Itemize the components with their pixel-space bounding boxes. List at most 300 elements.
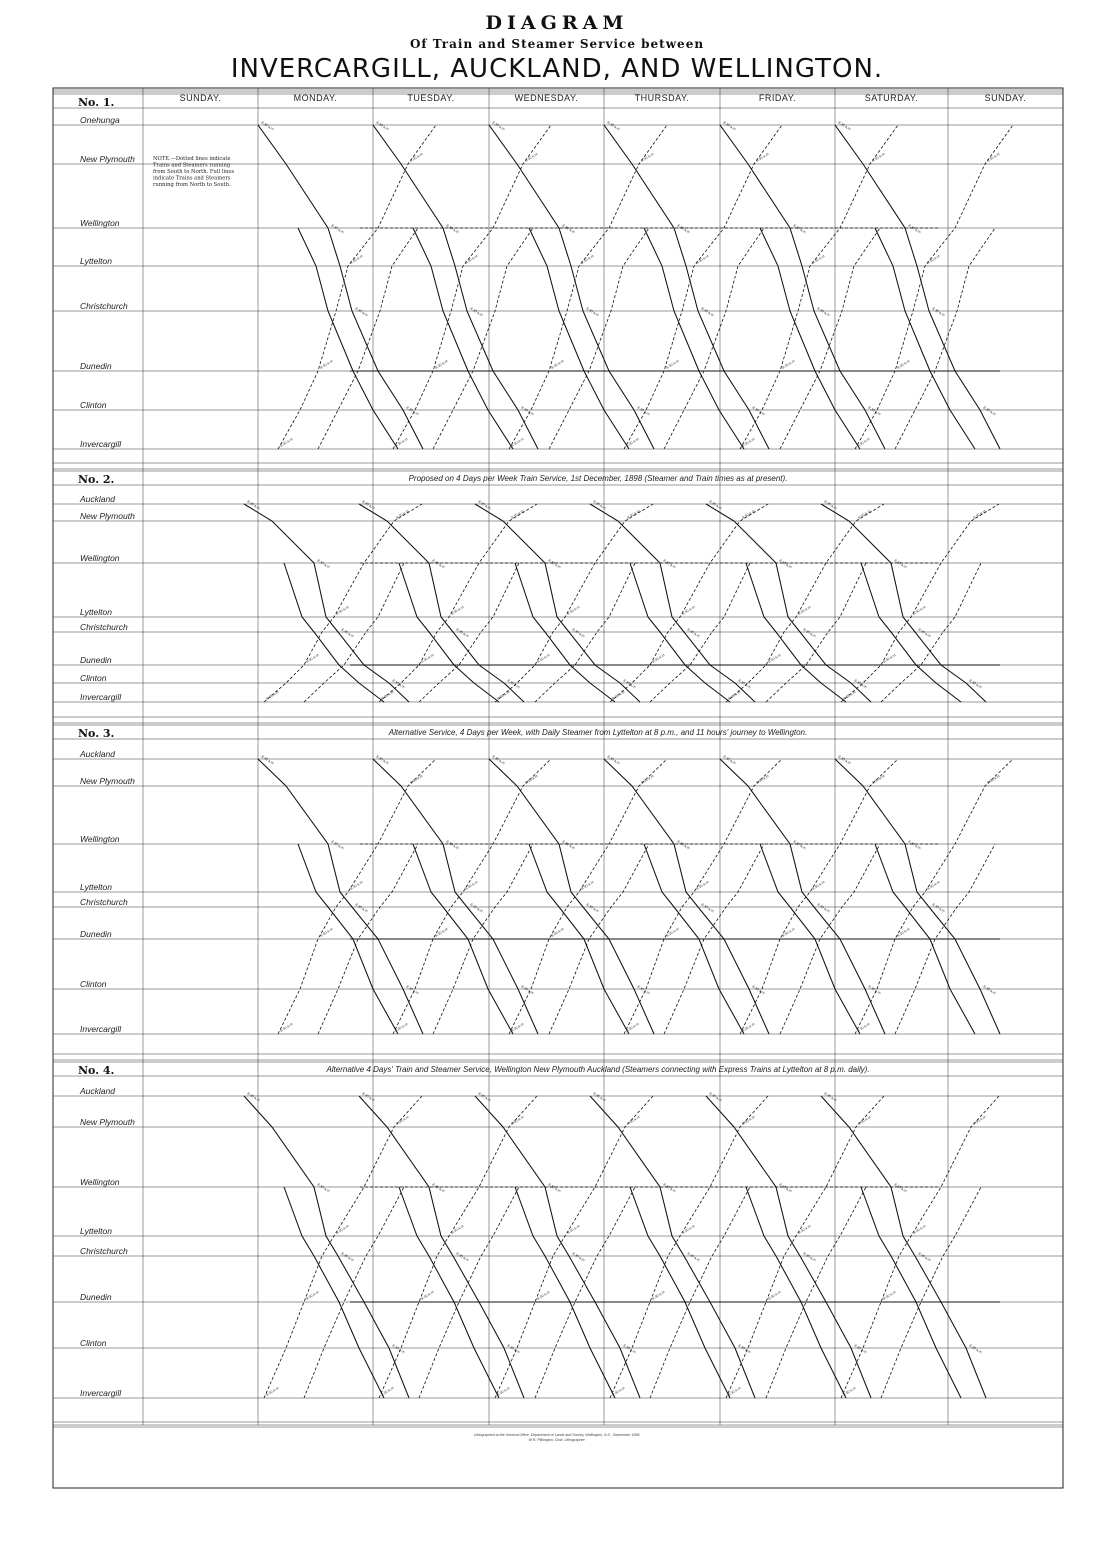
station-label-auckland: Auckland <box>80 494 115 504</box>
time-label: 8.30 a.m <box>907 223 922 235</box>
station-label-clinton: Clinton <box>80 979 107 989</box>
time-label: 8.30 a.m <box>510 1022 525 1033</box>
time-label: 8.30 a.m <box>330 839 345 851</box>
time-label: 8.30 a.m <box>477 499 492 511</box>
station-label-wellington: Wellington <box>80 218 120 228</box>
northbound-service <box>433 228 533 449</box>
time-label: 8.30 a.m <box>431 558 446 570</box>
time-label: 8.30 a.m <box>816 306 831 318</box>
time-label: 8.30 a.m <box>797 605 812 616</box>
diagram-frame <box>53 88 1063 1488</box>
time-label: 8.30 a.m <box>561 223 576 235</box>
time-label: 8.30 a.m <box>547 558 562 570</box>
time-label: 8.30 a.m <box>550 927 565 938</box>
note-line-2: Trains and Steamers running <box>153 162 231 169</box>
time-label: 8.30 a.m <box>405 984 420 996</box>
time-label: 8.30 a.m <box>636 984 651 996</box>
time-label: 8.30 a.m <box>391 1343 406 1355</box>
note-line-4: indicate Trains and Steamers <box>153 175 231 182</box>
time-label: 8.30 a.m <box>751 405 766 417</box>
time-label: 8.30 a.m <box>625 437 640 448</box>
time-label: 8.30 a.m <box>380 1386 395 1397</box>
time-label: 8.30 a.m <box>394 437 409 448</box>
southbound-service <box>706 504 871 702</box>
station-label-new-plymouth: New Plymouth <box>80 511 135 521</box>
panel-number: No. 1. <box>78 96 115 109</box>
time-label: 8.30 a.m <box>420 1290 435 1301</box>
southbound-service <box>475 1096 640 1398</box>
time-label: 8.30 a.m <box>737 1343 752 1355</box>
northbound-service <box>278 125 436 449</box>
northbound-service <box>664 228 764 449</box>
time-label: 8.30 a.m <box>896 927 911 938</box>
time-label: 8.30 a.m <box>882 653 897 664</box>
time-label: 8.30 a.m <box>882 1290 897 1301</box>
time-label: 8.30 a.m <box>695 880 710 891</box>
outer-border <box>53 88 1063 1488</box>
time-label: 8.30 a.m <box>455 627 470 639</box>
southbound-service <box>399 563 499 702</box>
northbound-service <box>318 228 418 449</box>
station-label-wellington: Wellington <box>80 1177 120 1187</box>
time-label: 8.30 a.m <box>536 1290 551 1301</box>
time-label: 8.30 a.m <box>837 754 852 766</box>
station-label-lyttelton: Lyttelton <box>80 607 112 617</box>
time-label: 8.30 a.m <box>585 306 600 318</box>
southbound-service <box>489 759 654 1034</box>
time-label: 8.30 a.m <box>662 1182 677 1194</box>
southbound-service <box>821 504 986 702</box>
time-label: 8.30 a.m <box>409 152 424 163</box>
time-label: 8.30 a.m <box>778 558 793 570</box>
time-label: 8.30 a.m <box>741 437 756 448</box>
time-label: 8.30 a.m <box>708 1091 723 1103</box>
time-label: 8.30 a.m <box>375 120 390 132</box>
station-label-new-plymouth: New Plymouth <box>80 154 135 164</box>
time-label: 8.30 a.m <box>778 1182 793 1194</box>
station-label-clinton: Clinton <box>80 1338 107 1348</box>
footer-line-2: W.R. Pilkington, Govt. Lithographer. <box>528 1438 586 1442</box>
time-label: 8.30 a.m <box>853 1343 868 1355</box>
time-label: 8.30 a.m <box>305 1290 320 1301</box>
time-label: 8.30 a.m <box>335 1224 350 1235</box>
time-label: 8.30 a.m <box>665 927 680 938</box>
legend-note <box>153 156 235 188</box>
time-label: 8.30 a.m <box>561 839 576 851</box>
southbound-service <box>861 1187 961 1398</box>
southbound-service <box>413 228 513 449</box>
station-label-invercargill: Invercargill <box>80 1024 122 1034</box>
station-label-wellington: Wellington <box>80 834 120 844</box>
time-label: 8.30 a.m <box>354 902 369 914</box>
southbound-service <box>875 228 975 449</box>
panel-number: No. 2. <box>78 473 115 486</box>
time-label: 8.30 a.m <box>566 1224 581 1235</box>
station-label-wellington: Wellington <box>80 553 120 563</box>
southbound-service <box>475 504 640 702</box>
time-label: 8.30 a.m <box>434 927 449 938</box>
station-label-christchurch: Christchurch <box>80 897 128 907</box>
time-label: 8.30 a.m <box>986 152 1001 163</box>
northbound-service <box>726 504 884 702</box>
time-label: 8.30 a.m <box>893 558 908 570</box>
time-label: 8.30 a.m <box>755 774 770 785</box>
southbound-service <box>590 1096 755 1398</box>
northbound-service <box>304 1187 404 1398</box>
time-label: 8.30 a.m <box>491 754 506 766</box>
time-label: 8.30 a.m <box>622 678 637 690</box>
time-label: 8.30 a.m <box>550 359 565 370</box>
time-label: 8.30 a.m <box>571 627 586 639</box>
time-label: 8.30 a.m <box>811 254 826 265</box>
station-label-invercargill: Invercargill <box>80 1388 122 1398</box>
time-label: 8.30 a.m <box>972 509 987 520</box>
time-label: 8.30 a.m <box>626 509 641 520</box>
time-label: 8.30 a.m <box>349 880 364 891</box>
southbound-service <box>373 759 538 1034</box>
time-label: 8.30 a.m <box>681 605 696 616</box>
time-label: 8.30 a.m <box>469 902 484 914</box>
time-label: 8.30 a.m <box>260 120 275 132</box>
time-label: 8.30 a.m <box>867 405 882 417</box>
northbound-service <box>393 125 551 449</box>
time-label: 8.30 a.m <box>510 509 525 520</box>
time-label: 8.30 a.m <box>354 306 369 318</box>
time-label: 8.30 a.m <box>626 1115 641 1126</box>
time-label: 8.30 a.m <box>606 754 621 766</box>
southbound-service <box>630 563 730 702</box>
time-label: 8.30 a.m <box>580 254 595 265</box>
time-label: 8.30 a.m <box>340 627 355 639</box>
time-label: 8.30 a.m <box>477 1091 492 1103</box>
southbound-service <box>746 563 846 702</box>
southbound-service <box>835 125 1000 449</box>
time-label: 8.30 a.m <box>625 1022 640 1033</box>
time-label: 8.30 a.m <box>871 774 886 785</box>
time-label: 8.30 a.m <box>636 405 651 417</box>
day-label-8: SUNDAY. <box>984 93 1027 103</box>
time-label: 8.30 a.m <box>524 774 539 785</box>
time-label: 8.30 a.m <box>857 509 872 520</box>
northbound-service <box>895 228 995 449</box>
time-label: 8.30 a.m <box>547 1182 562 1194</box>
southbound-service <box>359 1096 524 1398</box>
southbound-service <box>760 228 860 449</box>
note-line-5: running from North to South. <box>153 182 231 188</box>
time-label: 8.30 a.m <box>496 1386 511 1397</box>
time-label: 8.30 a.m <box>907 839 922 851</box>
northbound-service <box>855 125 1013 449</box>
time-label: 8.30 a.m <box>686 1251 701 1263</box>
southbound-service <box>244 1096 409 1398</box>
station-label-new-plymouth: New Plymouth <box>80 1117 135 1127</box>
time-label: 8.30 a.m <box>340 1251 355 1263</box>
time-label: 8.30 a.m <box>405 405 420 417</box>
time-label: 8.30 a.m <box>450 605 465 616</box>
station-label-new-plymouth: New Plymouth <box>80 776 135 786</box>
time-label: 8.30 a.m <box>246 1091 261 1103</box>
northbound-service <box>549 228 649 449</box>
time-label: 8.30 a.m <box>380 690 395 701</box>
time-label: 8.30 a.m <box>931 902 946 914</box>
time-label: 8.30 a.m <box>681 1224 696 1235</box>
time-label: 8.30 a.m <box>926 254 941 265</box>
time-label: 8.30 a.m <box>520 984 535 996</box>
diagram-subtitle: Of Train and Steamer Service between <box>409 37 705 51</box>
time-label: 8.30 a.m <box>741 1022 756 1033</box>
southbound-service <box>604 759 769 1034</box>
time-label: 8.30 a.m <box>335 605 350 616</box>
time-label: 8.30 a.m <box>319 927 334 938</box>
time-label: 8.30 a.m <box>755 152 770 163</box>
northbound-service <box>264 504 422 702</box>
southbound-service <box>258 759 423 1034</box>
northbound-service <box>419 1187 519 1398</box>
station-label-lyttelton: Lyttelton <box>80 1226 112 1236</box>
time-label: 8.30 a.m <box>741 509 756 520</box>
time-label: 8.30 a.m <box>592 499 607 511</box>
time-label: 8.30 a.m <box>917 1251 932 1263</box>
time-label: 8.30 a.m <box>741 1115 756 1126</box>
northbound-service <box>495 504 653 702</box>
time-label: 8.30 a.m <box>506 1343 521 1355</box>
station-label-auckland: Auckland <box>80 1086 115 1096</box>
time-label: 8.30 a.m <box>727 690 742 701</box>
northbound-service <box>881 1187 981 1398</box>
day-label-3: TUESDAY. <box>407 93 455 103</box>
time-label: 8.30 a.m <box>700 902 715 914</box>
southbound-service <box>720 125 885 449</box>
time-label: 8.30 a.m <box>767 1290 782 1301</box>
time-label: 8.30 a.m <box>867 984 882 996</box>
station-label-dunedin: Dunedin <box>80 361 112 371</box>
southbound-service <box>720 759 885 1034</box>
time-label: 8.30 a.m <box>695 254 710 265</box>
time-label: 8.30 a.m <box>823 1091 838 1103</box>
time-label: 8.30 a.m <box>585 902 600 914</box>
northbound-service <box>509 125 667 449</box>
time-label: 8.30 a.m <box>640 774 655 785</box>
time-label: 8.30 a.m <box>893 1182 908 1194</box>
southbound-service <box>515 563 615 702</box>
time-label: 8.30 a.m <box>896 359 911 370</box>
time-label: 8.30 a.m <box>520 405 535 417</box>
service-panels <box>53 92 1063 1422</box>
time-label: 8.30 a.m <box>722 754 737 766</box>
time-label: 8.30 a.m <box>316 1182 331 1194</box>
station-label-lyttelton: Lyttelton <box>80 882 112 892</box>
time-label: 8.30 a.m <box>662 558 677 570</box>
time-label: 8.30 a.m <box>797 1224 812 1235</box>
southbound-service <box>298 228 398 449</box>
station-label-clinton: Clinton <box>80 400 107 410</box>
time-label: 8.30 a.m <box>611 690 626 701</box>
northbound-service <box>624 125 782 449</box>
time-label: 8.30 a.m <box>767 653 782 664</box>
southbound-service <box>861 563 961 702</box>
time-label: 8.30 a.m <box>686 627 701 639</box>
time-label: 8.30 a.m <box>445 839 460 851</box>
station-label-dunedin: Dunedin <box>80 929 112 939</box>
time-label: 8.30 a.m <box>434 359 449 370</box>
time-label: 8.30 a.m <box>802 627 817 639</box>
time-label: 8.30 a.m <box>926 880 941 891</box>
time-label: 8.30 a.m <box>496 690 511 701</box>
time-label: 8.30 a.m <box>665 359 680 370</box>
time-label: 8.30 a.m <box>968 1343 983 1355</box>
station-label-onehunga: Onehunga <box>80 115 120 125</box>
station-label-invercargill: Invercargill <box>80 692 122 702</box>
time-label: 8.30 a.m <box>305 653 320 664</box>
time-label: 8.30 a.m <box>536 653 551 664</box>
northbound-service <box>650 1187 750 1398</box>
station-label-invercargill: Invercargill <box>80 439 122 449</box>
time-label: 8.30 a.m <box>727 1386 742 1397</box>
time-label: 8.30 a.m <box>986 774 1001 785</box>
time-label: 8.30 a.m <box>722 120 737 132</box>
station-label-christchurch: Christchurch <box>80 301 128 311</box>
time-label: 8.30 a.m <box>395 509 410 520</box>
station-label-auckland: Auckland <box>80 749 115 759</box>
time-label: 8.30 a.m <box>571 1251 586 1263</box>
time-label: 8.30 a.m <box>409 774 424 785</box>
lithographer-footer <box>53 1425 1063 1442</box>
southbound-service <box>604 125 769 449</box>
panel-4 <box>53 1060 1063 1422</box>
time-label: 8.30 a.m <box>917 627 932 639</box>
time-label: 8.30 a.m <box>811 880 826 891</box>
time-label: 8.30 a.m <box>566 605 581 616</box>
time-label: 8.30 a.m <box>856 437 871 448</box>
southbound-service <box>489 125 654 449</box>
southbound-service <box>821 1096 986 1398</box>
time-label: 8.30 a.m <box>316 558 331 570</box>
time-label: 8.30 a.m <box>931 306 946 318</box>
day-label-6: FRIDAY. <box>758 93 797 103</box>
time-label: 8.30 a.m <box>510 437 525 448</box>
southbound-service <box>644 228 744 449</box>
time-label: 8.30 a.m <box>265 1386 280 1397</box>
southbound-service <box>835 759 1000 1034</box>
time-label: 8.30 a.m <box>972 1115 987 1126</box>
time-label: 8.30 a.m <box>464 880 479 891</box>
time-label: 8.30 a.m <box>279 437 294 448</box>
day-header-row <box>180 93 1027 103</box>
panel-caption: Alternative 4 Days' Train and Steamer Service, Wellington New Plymouth Auckland (Steamers connecting with Express Trains at Lyttelton at 8 p.m. daily). <box>326 1065 870 1074</box>
time-label: 8.30 a.m <box>837 120 852 132</box>
time-label: 8.30 a.m <box>871 152 886 163</box>
time-label: 8.30 a.m <box>455 1251 470 1263</box>
time-label: 8.30 a.m <box>853 678 868 690</box>
time-label: 8.30 a.m <box>802 1251 817 1263</box>
time-label: 8.30 a.m <box>857 1115 872 1126</box>
time-label: 8.30 a.m <box>330 223 345 235</box>
station-label-christchurch: Christchurch <box>80 1246 128 1256</box>
note-line-1: NOTE.—Dotted lines indicate <box>153 156 231 162</box>
time-label: 8.30 a.m <box>361 499 376 511</box>
diagram-route-title: INVERCARGILL, AUCKLAND, AND WELLINGTON. <box>230 54 884 84</box>
time-label: 8.30 a.m <box>651 1290 666 1301</box>
time-label: 8.30 a.m <box>375 754 390 766</box>
northbound-service <box>841 504 999 702</box>
time-label: 8.30 a.m <box>781 927 796 938</box>
time-label: 8.30 a.m <box>700 306 715 318</box>
station-label-dunedin: Dunedin <box>80 655 112 665</box>
time-label: 8.30 a.m <box>394 1022 409 1033</box>
day-label-2: MONDAY. <box>293 93 338 103</box>
day-label-1: SUNDAY. <box>179 93 222 103</box>
panel-3 <box>53 723 1063 1054</box>
time-label: 8.30 a.m <box>968 678 983 690</box>
time-label: 8.30 a.m <box>816 902 831 914</box>
time-label: 8.30 a.m <box>606 120 621 132</box>
southbound-service <box>399 1187 499 1398</box>
time-label: 8.30 a.m <box>349 254 364 265</box>
northbound-service <box>535 1187 635 1398</box>
southbound-service <box>590 504 755 702</box>
southbound-service <box>359 504 524 702</box>
service-lines <box>244 499 1000 702</box>
time-label: 8.30 a.m <box>361 1091 376 1103</box>
time-label: 8.30 a.m <box>592 1091 607 1103</box>
service-lines <box>258 120 1013 449</box>
station-label-clinton: Clinton <box>80 673 107 683</box>
time-label: 8.30 a.m <box>912 605 927 616</box>
time-label: 8.30 a.m <box>676 223 691 235</box>
time-label: 8.30 a.m <box>842 1386 857 1397</box>
southbound-service <box>284 563 384 702</box>
time-label: 8.30 a.m <box>781 359 796 370</box>
diagram-title: DIAGRAM <box>485 12 629 34</box>
southbound-service <box>746 1187 846 1398</box>
southbound-service <box>630 1187 730 1398</box>
time-label: 8.30 a.m <box>524 152 539 163</box>
time-label: 8.30 a.m <box>260 754 275 766</box>
station-label-christchurch: Christchurch <box>80 622 128 632</box>
time-label: 8.30 a.m <box>982 984 997 996</box>
service-lines <box>244 1091 1000 1398</box>
service-lines <box>258 754 1013 1034</box>
time-label: 8.30 a.m <box>792 223 807 235</box>
panel-2 <box>53 469 1063 717</box>
time-label: 8.30 a.m <box>265 690 280 701</box>
day-label-5: THURSDAY. <box>634 93 690 103</box>
footer-line-1: Lithographed at the General Office, Department of Lands and Survey, Wellington, N.Z., September 1898. <box>473 1433 641 1437</box>
southbound-service <box>373 125 538 449</box>
time-label: 8.30 a.m <box>510 1115 525 1126</box>
time-label: 8.30 a.m <box>842 690 857 701</box>
southbound-service <box>284 1187 384 1398</box>
northbound-service <box>740 125 898 449</box>
time-label: 8.30 a.m <box>737 678 752 690</box>
time-label: 8.30 a.m <box>464 254 479 265</box>
southbound-service <box>244 504 409 702</box>
time-label: 8.30 a.m <box>912 1224 927 1235</box>
day-label-7: SATURDAY. <box>864 93 919 103</box>
northbound-service <box>264 1096 422 1398</box>
time-label: 8.30 a.m <box>491 120 506 132</box>
time-label: 8.30 a.m <box>708 499 723 511</box>
station-label-lyttelton: Lyttelton <box>80 256 112 266</box>
time-label: 8.30 a.m <box>469 306 484 318</box>
panel-1 <box>53 92 1063 463</box>
time-label: 8.30 a.m <box>580 880 595 891</box>
time-label: 8.30 a.m <box>319 359 334 370</box>
time-label: 8.30 a.m <box>391 678 406 690</box>
station-label-dunedin: Dunedin <box>80 1292 112 1302</box>
southbound-service <box>258 125 423 449</box>
panel-caption: Proposed on 4 Days per Week Train Service, 1st December, 1898 (Steamer and Train times as at present). <box>408 474 788 483</box>
